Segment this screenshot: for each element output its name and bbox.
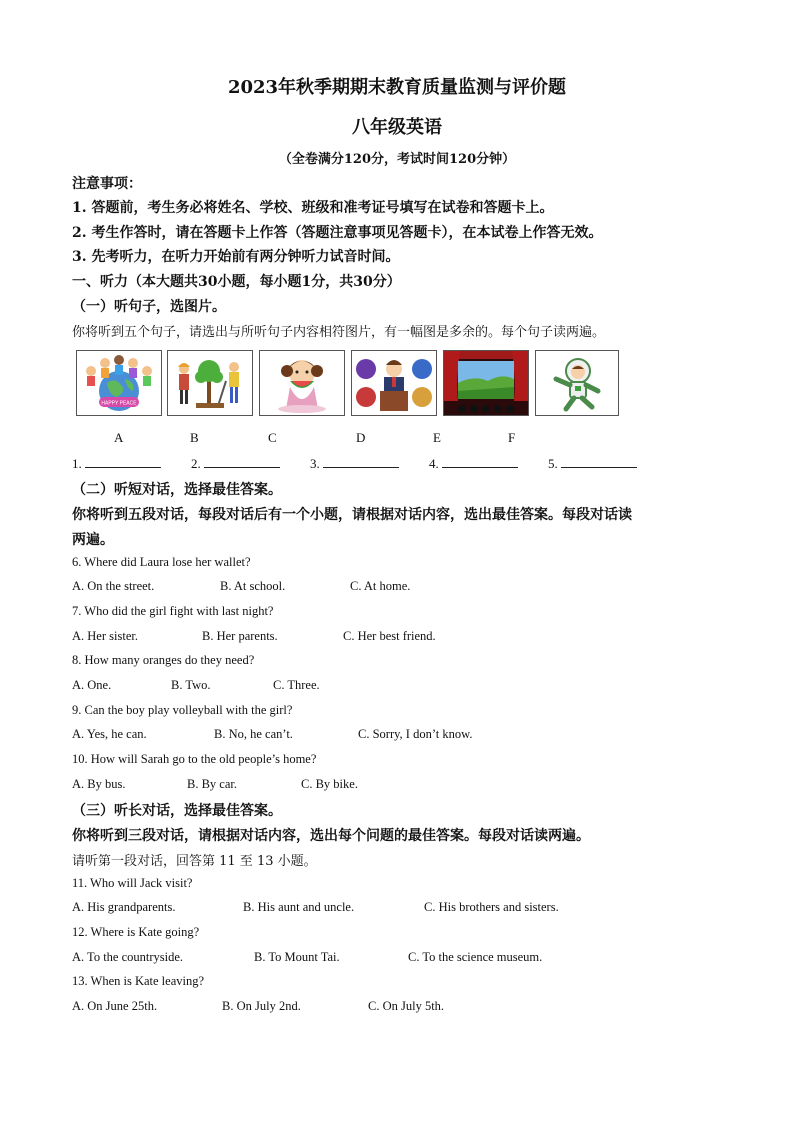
section-instruction: 你将听到三段对话，请根据对话内容，选出每个问题的最佳答案。每段对话读两遍。 (72, 828, 590, 844)
picture-label: E (433, 430, 441, 445)
option-a[interactable]: A. Her sister. (72, 629, 138, 643)
blank-number: 2. (191, 456, 201, 471)
exam-title: 2023年秋季期期末教育质量监测与评价题 (227, 77, 567, 98)
girl-eating-watermelon-icon (260, 351, 344, 415)
note-item: 3. 先考听力，在听力开始前有两分钟听力试音时间。 (72, 249, 400, 265)
tree-planting-icon (168, 351, 252, 415)
answer-blank[interactable] (72, 455, 161, 472)
globe-banner-text: HAPPY PEACE (101, 400, 137, 407)
exam-subtitle: 八年级英语 (352, 117, 442, 138)
picture-f (535, 350, 619, 416)
picture-label: C (268, 430, 277, 445)
option-c[interactable]: C. Three. (273, 678, 320, 692)
question-text: 11. Who will Jack visit? (72, 876, 193, 890)
question-text: 8. How many oranges do they need? (72, 653, 255, 667)
section-instruction: 两遍。 (72, 532, 114, 548)
section-instruction: 你将听到五个句子，请选出与所听句子内容相符图片，有一幅图是多余的。每个句子读两遍。 (72, 325, 606, 340)
picture-label: B (190, 430, 199, 445)
option-c[interactable]: C. To the science museum. (408, 950, 543, 964)
option-a[interactable]: A. Yes, he can. (72, 727, 147, 741)
blank-line[interactable] (442, 455, 518, 468)
question-text: 12. Where is Kate going? (72, 925, 200, 939)
answer-blank[interactable] (548, 455, 637, 472)
picture-e (443, 350, 529, 416)
question-text: 6. Where did Laura lose her wallet? (72, 555, 251, 569)
option-a[interactable]: A. His grandparents. (72, 900, 176, 914)
blank-line[interactable] (561, 455, 637, 468)
option-b[interactable]: B. At school. (220, 579, 286, 593)
option-b[interactable]: B. Two. (171, 678, 211, 692)
happy-peace-globe-icon (77, 351, 161, 415)
blank-number: 5. (548, 456, 558, 471)
blank-number: 1. (72, 456, 82, 471)
theater-stage-icon (444, 351, 528, 415)
option-a[interactable]: A. On the street. (72, 579, 155, 593)
picture-label: A (114, 430, 124, 445)
part-heading: 一、听力（本大题共30小题，每小题1分，共30分） (72, 274, 401, 290)
note-item: 2. 考生作答时，请在答题卡上作答（答题注意事项见答题卡），在本试卷上作答无效。 (72, 225, 603, 241)
option-b[interactable]: B. His aunt and uncle. (243, 900, 355, 914)
option-c[interactable]: C. By bike. (301, 777, 358, 791)
option-c[interactable]: C. Sorry, I don’t know. (358, 727, 473, 741)
option-c[interactable]: C. His brothers and sisters. (424, 900, 559, 914)
man-speech-icon (352, 351, 436, 415)
blank-line[interactable] (204, 455, 280, 468)
section-instruction: 你将听到五段对话，每段对话后有一个小题，请根据对话内容，选出最佳答案。每段对话读 (72, 507, 632, 523)
option-a[interactable]: A. One. (72, 678, 112, 692)
picture-b (167, 350, 253, 416)
option-c[interactable]: C. Her best friend. (343, 629, 436, 643)
dialog-note: 请听第一段对话，回答第 11 至 13 小题。 (72, 854, 317, 869)
question-text: 9. Can the boy play volleyball with the girl? (72, 703, 293, 717)
option-b[interactable]: B. By car. (187, 777, 237, 791)
note-item: 1. 答题前，考生务必将姓名、学校、班级和准考证号填写在试卷和答题卡上。 (72, 200, 554, 216)
option-b[interactable]: B. On July 2nd. (222, 999, 301, 1013)
blank-line[interactable] (323, 455, 399, 468)
section-heading: （二）听短对话，选择最佳答案。 (72, 482, 282, 498)
picture-a (76, 350, 162, 416)
answer-blank[interactable] (429, 455, 518, 472)
option-c[interactable]: C. At home. (350, 579, 411, 593)
answer-blank[interactable] (191, 455, 280, 472)
question-text: 13. When is Kate leaving? (72, 974, 205, 988)
score-note: （全卷满分120分，考试时间120分钟） (278, 152, 516, 167)
option-b[interactable]: B. To Mount Tai. (254, 950, 340, 964)
option-a[interactable]: A. To the countryside. (72, 950, 184, 964)
blank-line[interactable] (85, 455, 161, 468)
section-heading: （一）听句子，选图片。 (72, 299, 226, 315)
picture-label: F (508, 430, 516, 445)
option-c[interactable]: C. On July 5th. (368, 999, 445, 1013)
option-b[interactable]: B. No, he can’t. (214, 727, 293, 741)
astronaut-icon (536, 351, 618, 415)
answer-blank[interactable] (310, 455, 399, 472)
picture-d (351, 350, 437, 416)
notes-heading: 注意事项： (72, 176, 142, 192)
option-b[interactable]: B. Her parents. (202, 629, 278, 643)
blank-number: 4. (429, 456, 439, 471)
question-text: 10. How will Sarah go to the old people’s home? (72, 752, 317, 766)
picture-c (259, 350, 345, 416)
blank-number: 3. (310, 456, 320, 471)
option-a[interactable]: A. By bus. (72, 777, 126, 791)
question-text: 7. Who did the girl fight with last night? (72, 604, 274, 618)
section-heading: （三）听长对话，选择最佳答案。 (72, 803, 282, 819)
option-a[interactable]: A. On June 25th. (72, 999, 158, 1013)
picture-label: D (356, 430, 366, 445)
